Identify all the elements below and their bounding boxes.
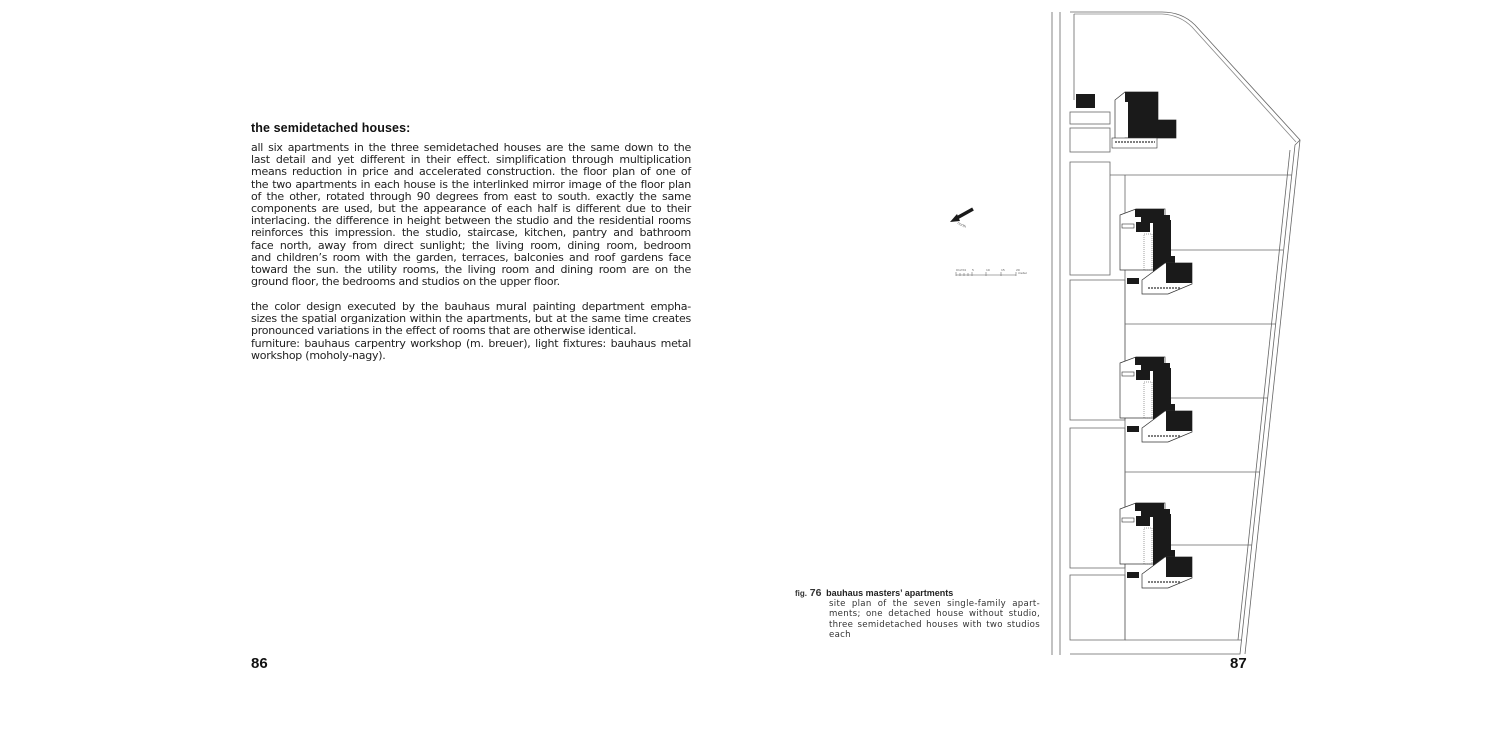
- scale-tick-label: 3: [962, 268, 964, 272]
- figure-label: fig.: [795, 589, 807, 598]
- text-line: the color design executed by the bauhaus mural painting department empha-: [251, 300, 691, 313]
- text-line: of the other, rotated through 90 degrees from east to south. exactly the same: [251, 189, 691, 203]
- section-heading: the semidetached houses:: [251, 121, 411, 135]
- plot-boundary-inner: [1074, 14, 1296, 142]
- text-line: furniture: bauhaus carpentry workshop (m. breuer), light fixtures: bauhaus metal: [251, 336, 691, 350]
- text-line: workshop (moholy-nagy).: [251, 348, 386, 362]
- terrace: [1112, 138, 1157, 148]
- plot-right-inner-edge: [1238, 150, 1290, 640]
- figure-description: site plan of the seven single-family apart-ments; one detached house without studio, three semidetached houses with two studios each: [829, 599, 1040, 640]
- scale-tick-label: 10: [986, 268, 990, 272]
- text-line: interlacing. the difference in height between the studio and the residential rooms: [251, 214, 691, 228]
- text-line: face north, away from direct sunlight; the living room, dining room, bedroom: [251, 238, 691, 252]
- text-line: the two apartments in each house is the interlinked mirror image of the floor plan: [251, 177, 691, 191]
- page-number-left: 86: [251, 655, 268, 672]
- text-line: all six apartments in the three semidetached houses are the same down to the: [251, 141, 691, 154]
- plot-right-edge: [1245, 140, 1300, 654]
- text-line: means reduction in price and accelerated construction. the floor plan of one of: [251, 165, 691, 179]
- detached-house: [1076, 92, 1176, 148]
- scale-bar: [956, 268, 1020, 276]
- scale-tick-label: 0: [956, 268, 958, 272]
- parcel: [1070, 280, 1125, 420]
- text-line: toward the sun. the utility rooms, the living room and dining room are on the: [251, 263, 691, 277]
- parcel: [1070, 112, 1110, 124]
- text-line: pronounced variations in the effect of rooms that are otherwise identical.: [251, 324, 637, 338]
- scale-tick-label: 1: [958, 268, 960, 272]
- semidetached-house-3: [1120, 503, 1192, 588]
- scale-tick-label: 15: [1001, 268, 1005, 272]
- north-arrow-icon: [950, 209, 973, 222]
- text-line: components are used, but the appearance of each half is different due to their: [251, 202, 691, 216]
- scale-tick-label: 5: [972, 268, 974, 272]
- figure-title: bauhaus masters’ apartments: [826, 588, 954, 598]
- parcel: [1070, 162, 1110, 275]
- text-line: ground floor, the bedrooms and studios on the upper floor.: [251, 275, 560, 289]
- text-line: sizes the spatial organization within the apartments, but at the same time creates: [251, 312, 691, 326]
- text-line: reinforces this impression. the studio, staircase, kitchen, pantry and bathroom: [251, 226, 691, 240]
- scale-tick-label: 20: [1016, 268, 1020, 272]
- scale-tick-label: 4: [964, 268, 966, 272]
- wall-block: [1150, 120, 1176, 138]
- garage-block: [1076, 94, 1095, 108]
- figure-caption: [795, 588, 1040, 640]
- scale-tick-label: 2: [960, 268, 962, 272]
- roof-block: [1125, 92, 1158, 102]
- page-number-right: 87: [1230, 655, 1247, 672]
- north-label: north: [956, 221, 967, 229]
- text-line: last detail and yet different in their effect. simplification through multiplication: [251, 153, 691, 167]
- parcel: [1070, 128, 1110, 152]
- parcel: [1070, 575, 1125, 640]
- figure-number: 76: [809, 587, 822, 599]
- semidetached-house-1: [1120, 209, 1192, 294]
- scale-unit-label: meter: [1018, 271, 1028, 275]
- parcel: [1070, 428, 1125, 568]
- semidetached-house-2: [1120, 357, 1192, 442]
- text-line: and children’s room with the garden, terraces, balconies and roof gardens face: [251, 250, 691, 264]
